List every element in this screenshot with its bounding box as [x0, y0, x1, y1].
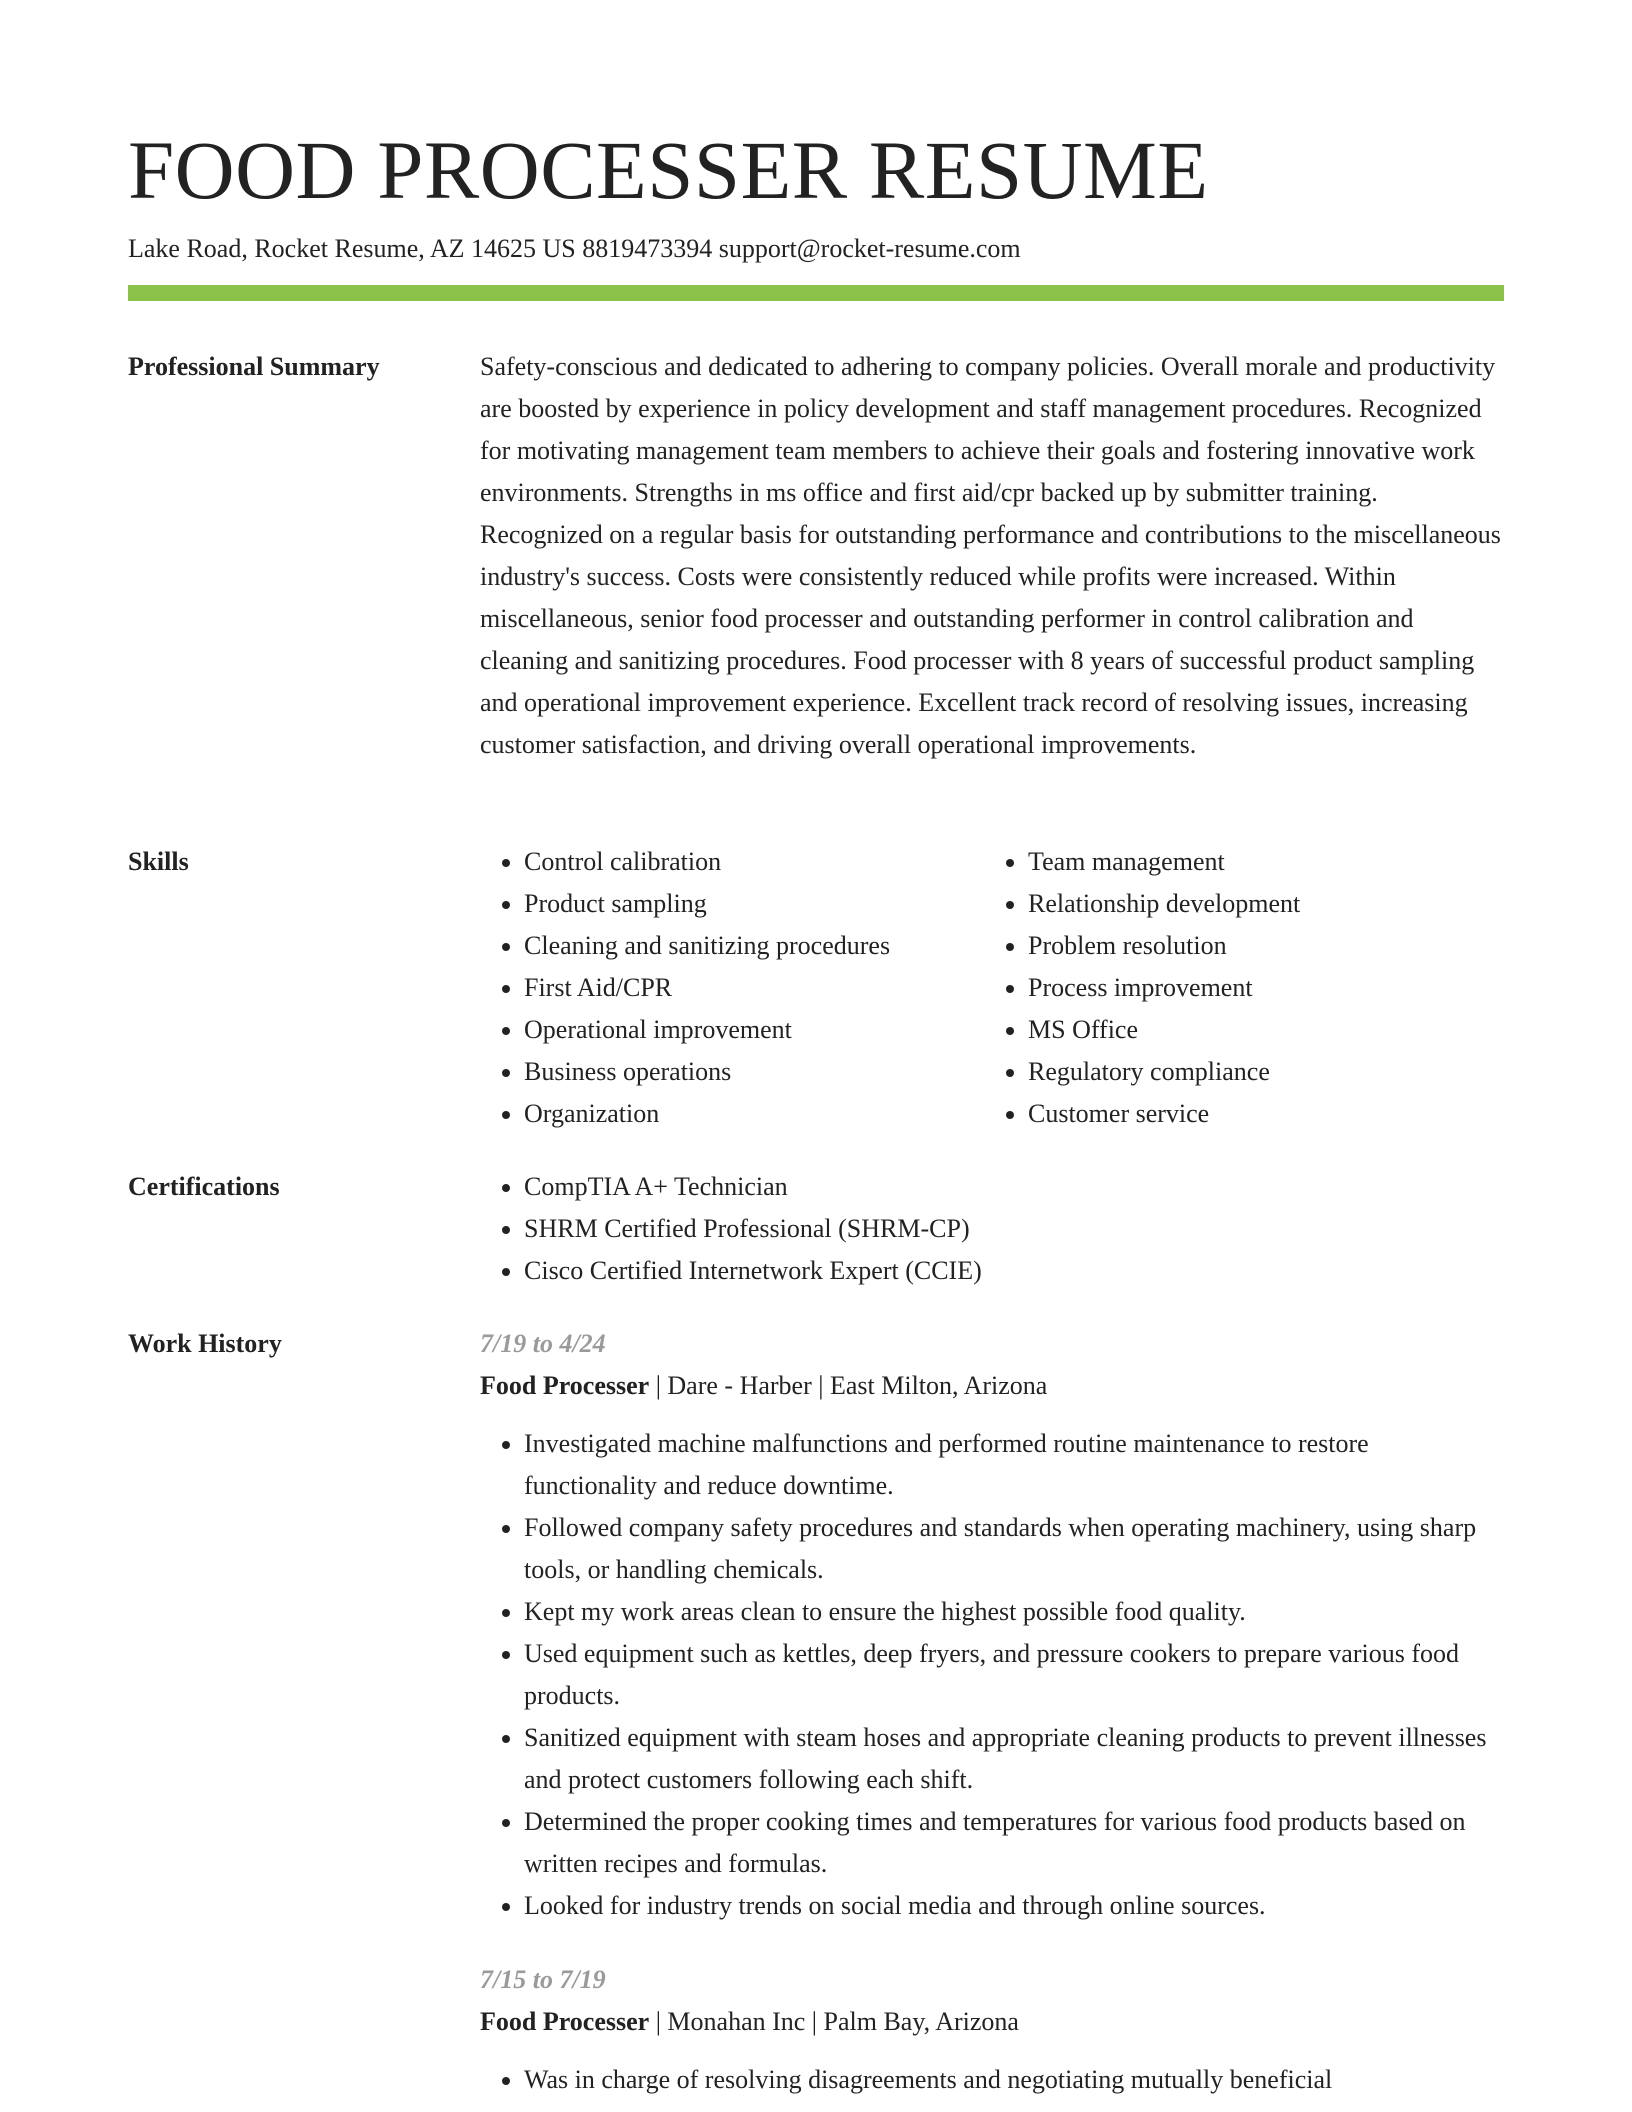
job-bullet: • Investigated machine malfunctions and performed routine maintenance to restore functionality and reduce downtime. — [524, 1423, 1506, 1507]
skills-columns — [480, 841, 1506, 1135]
certifications-body — [480, 1166, 1506, 1292]
job-entry — [480, 1959, 1506, 2101]
skill-item: • Team management — [1028, 841, 1504, 883]
job-bullet: • Followed company safety procedures and standards when operating machinery, using sharp tools, or handling chemicals. — [524, 1507, 1506, 1591]
header-accent-rule — [128, 285, 1504, 301]
certification-item: • Cisco Certified Internetwork Expert (CCIE) — [524, 1250, 1506, 1292]
skill-item: • Cleaning and sanitizing procedures — [524, 925, 984, 967]
skill-item: • Organization — [524, 1093, 984, 1135]
skills-column-right — [984, 841, 1504, 1135]
certifications-list — [480, 1166, 1506, 1292]
job-heading — [480, 2001, 1506, 2043]
skills-label: Skills — [128, 847, 189, 876]
job-bullet: • Used equipment such as kettles, deep fryers, and pressure cookers to prepare various food products. — [524, 1633, 1506, 1717]
skill-item: • Problem resolution — [1028, 925, 1504, 967]
job-entry — [480, 1323, 1506, 1927]
skill-item: • Process improvement — [1028, 967, 1504, 1009]
skill-item: • Customer service — [1028, 1093, 1504, 1135]
skill-item: • Business operations — [524, 1051, 984, 1093]
work-history-label: Work History — [128, 1329, 282, 1358]
certification-item: • CompTIA A+ Technician — [524, 1166, 1506, 1208]
skill-item: • Operational improvement — [524, 1009, 984, 1051]
summary-label: Professional Summary — [128, 352, 380, 381]
resume-title: FOOD PROCESSER RESUME — [128, 124, 1209, 216]
skills-list-right — [984, 841, 1504, 1135]
job-dates: 7/19 to 4/24 — [480, 1329, 606, 1358]
skill-item: • Product sampling — [524, 883, 984, 925]
job-spacer — [480, 1927, 1506, 1959]
job-title: Food Processer — [480, 2007, 650, 2036]
summary-body — [480, 346, 1506, 766]
skill-item: • Regulatory compliance — [1028, 1051, 1504, 1093]
skills-list-left — [480, 841, 984, 1135]
skill-item: • MS Office — [1028, 1009, 1504, 1051]
skills-body — [480, 841, 1506, 1135]
skills-column-left — [480, 841, 984, 1135]
job-bullet: • Determined the proper cooking times and temperatures for various food products based on written recipes and formulas. — [524, 1801, 1506, 1885]
job-bullet: • Was in charge of resolving disagreements and negotiating mutually beneficial — [524, 2059, 1506, 2101]
job-dates: 7/15 to 7/19 — [480, 1965, 606, 1994]
certifications-label: Certifications — [128, 1172, 280, 1201]
job-details: | Dare - Harber | East Milton, Arizona — [649, 1371, 1048, 1400]
job-bullet: • Kept my work areas clean to ensure the highest possible food quality. — [524, 1591, 1506, 1633]
contact-line: Lake Road, Rocket Resume, AZ 14625 US 8819473394 support@rocket-resume.com — [128, 234, 1021, 263]
job-bullet: • Looked for industry trends on social media and through online sources. — [524, 1885, 1506, 1927]
job-bullets — [480, 2059, 1506, 2101]
skill-item: • Control calibration — [524, 841, 984, 883]
skill-item: • Relationship development — [1028, 883, 1504, 925]
job-bullets — [480, 1423, 1506, 1927]
work-history-body — [480, 1323, 1506, 2101]
skill-item: • First Aid/CPR — [524, 967, 984, 1009]
job-details: | Monahan Inc | Palm Bay, Arizona — [649, 2007, 1019, 2036]
job-heading — [480, 1365, 1506, 1407]
job-title: Food Processer — [480, 1371, 650, 1400]
summary-text: Safety-conscious and dedicated to adhering to company policies. Overall morale and productivity are boosted by experience in policy development and staff management procedures. Recognized for motivating management team members to achieve their goals and fostering innovative work environments. Strengths in ms office and first aid/cpr backed up by submitter training. Recognized on a regular basis for outstanding performance and contributions to the miscellaneous industry's success. Costs were consistently reduced while profits were increased. Within miscellaneous, senior food processer and outstanding performer in control calibration and cleaning and sanitizing procedures. Food processer with 8 years of successful product sampling and operational improvement experience. Excellent track record of resolving issues, increasing customer satisfaction, and driving overall operational improvements. — [480, 352, 1501, 759]
certification-item: • SHRM Certified Professional (SHRM-CP) — [524, 1208, 1506, 1250]
job-bullet: • Sanitized equipment with steam hoses and appropriate cleaning products to prevent illnesses and protect customers following each shift. — [524, 1717, 1506, 1801]
